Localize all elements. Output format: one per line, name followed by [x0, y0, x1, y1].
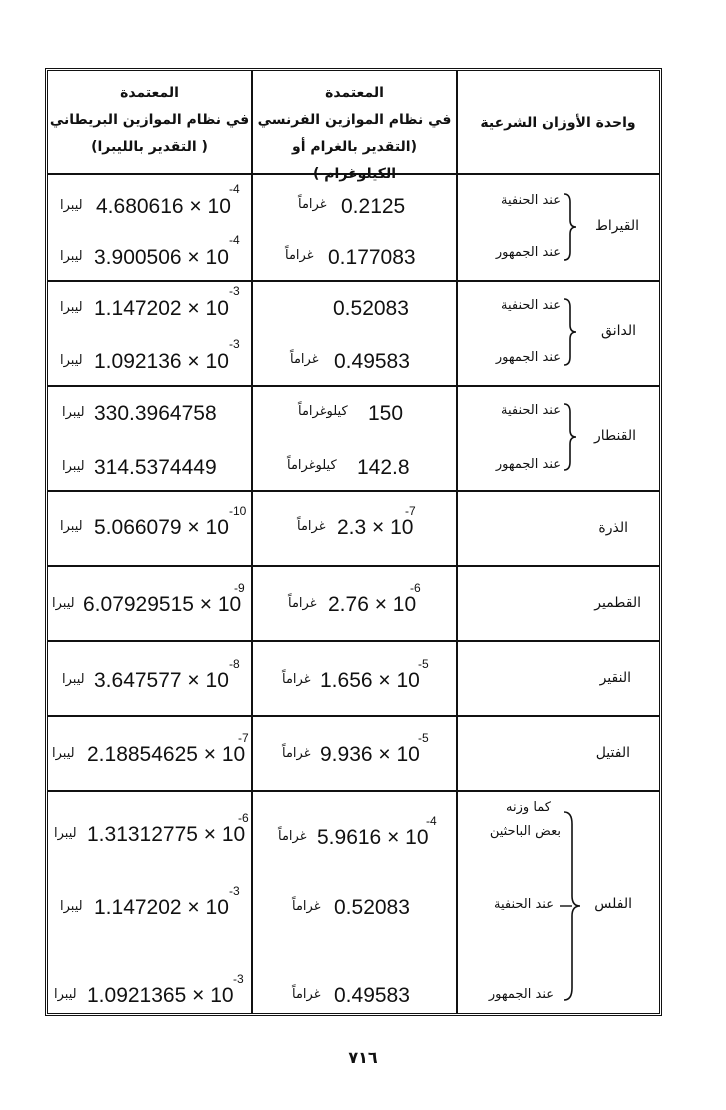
header-french-line-1: المعتمدة: [325, 85, 384, 101]
unit-gram: غراماً: [282, 746, 311, 761]
british-value: 3.900506 × 10: [94, 246, 229, 269]
header-british-line-2: في نظام الموازين البريطاني: [49, 112, 250, 128]
exponent: -7: [405, 504, 416, 518]
exponent: -3: [229, 884, 240, 898]
british-value: 1.0921365 × 10: [87, 984, 234, 1007]
header-british-line-3: ( التقدير بالليبرا): [91, 139, 208, 155]
sub-label-jumhur: عند الجمهور: [488, 987, 554, 1002]
exponent: -4: [426, 814, 437, 828]
page-number: ٧١٦: [348, 1048, 378, 1067]
british-value: 2.18854625 × 10: [87, 743, 246, 766]
french-value: 150: [368, 402, 404, 425]
exponent: -6: [238, 811, 249, 825]
british-value: 5.066079 × 10: [94, 516, 229, 539]
unit-libra: ليبرا: [62, 459, 85, 474]
row-divider: [48, 490, 659, 492]
unit-gram: غراماً: [297, 519, 326, 534]
sub-label-hanafi: عند الحنفية: [501, 403, 561, 418]
brace-icon: [560, 297, 580, 367]
unit-libra: ليبرا: [54, 987, 77, 1002]
row-divider: [48, 715, 659, 717]
header-french-line-2: في نظام الموازين الفرنسي: [257, 112, 452, 128]
unit-libra: ليبرا: [52, 746, 75, 761]
unit-kilogram: كيلوغراماً: [287, 458, 337, 473]
header-units-text: واحدة الأوزان الشرعية: [480, 115, 636, 131]
unit-gram: غراماً: [298, 197, 327, 212]
sub-label-jumhur: عند الجمهور: [495, 350, 561, 365]
british-value: 1.092136 × 10: [94, 350, 229, 373]
sub-label-researchers-2: بعض الباحثين: [489, 824, 561, 839]
unit-libra: ليبرا: [54, 826, 77, 841]
unit-libra: ليبرا: [60, 899, 83, 914]
header-french: [254, 80, 455, 188]
exponent: -5: [418, 731, 429, 745]
unit-name: النقير: [599, 670, 631, 686]
french-value: 0.2125: [341, 195, 406, 218]
row-divider: [48, 385, 659, 387]
unit-name: الفلس: [594, 896, 632, 912]
unit-kilogram: كيلوغراماً: [298, 404, 348, 419]
unit-libra: ليبرا: [62, 672, 85, 687]
unit-libra: ليبرا: [60, 249, 83, 264]
unit-libra: ليبرا: [60, 300, 83, 315]
exponent: -9: [234, 581, 245, 595]
row-divider: [48, 565, 659, 567]
sub-label-jumhur: عند الجمهور: [495, 245, 561, 260]
french-value: 0.49583: [334, 350, 410, 373]
unit-gram: غراماً: [292, 899, 321, 914]
french-value: 2.76 × 10: [328, 593, 417, 616]
brace-icon: [560, 402, 580, 472]
unit-libra: ليبرا: [52, 596, 75, 611]
british-value: 1.31312775 × 10: [87, 823, 246, 846]
unit-libra: ليبرا: [60, 353, 83, 368]
column-divider: [456, 71, 458, 1013]
british-value: 6.07929515 × 10: [83, 593, 242, 616]
british-value: 1.147202 × 10: [94, 896, 229, 919]
french-value: 2.3 × 10: [337, 516, 414, 539]
brace-icon: [560, 192, 580, 262]
unit-gram: غراماً: [292, 987, 321, 1002]
unit-name: الدانق: [601, 323, 636, 339]
exponent: -3: [229, 284, 240, 298]
exponent: -8: [229, 657, 240, 671]
exponent: -10: [229, 504, 247, 518]
sub-label-jumhur: عند الجمهور: [495, 457, 561, 472]
unit-name: الذرة: [598, 520, 628, 536]
exponent: -4: [229, 182, 240, 196]
exponent: -3: [233, 972, 244, 986]
british-value: 314.5374449: [94, 456, 217, 479]
row-divider: [48, 280, 659, 282]
row-divider: [48, 640, 659, 642]
sub-label-researchers-1: كما وزنه: [506, 800, 551, 815]
header-french-line-3: (التقدير بالغرام أو الكيلوغرام ): [292, 139, 417, 182]
exponent: -3: [229, 337, 240, 351]
french-value: 5.9616 × 10: [317, 826, 429, 849]
french-value: 0.177083: [328, 246, 416, 269]
unit-gram: غراماً: [290, 352, 319, 367]
column-divider: [251, 71, 253, 1013]
french-value: 0.49583: [334, 984, 410, 1007]
exponent: -4: [229, 233, 240, 247]
unit-gram: غراماً: [285, 248, 314, 263]
unit-gram: غراماً: [282, 672, 311, 687]
british-value: 1.147202 × 10: [94, 297, 229, 320]
header-british: [49, 80, 250, 161]
exponent: -5: [418, 657, 429, 671]
french-value: 0.52083: [333, 297, 409, 320]
unit-name: الفتيل: [595, 745, 630, 761]
british-value: 3.647577 × 10: [94, 669, 229, 692]
french-value: 0.52083: [334, 896, 410, 919]
british-value: 4.680616 × 10: [96, 195, 231, 218]
sub-label-hanafi: عند الحنفية: [494, 897, 554, 912]
header-units: [458, 110, 658, 137]
unit-gram: غراماً: [288, 596, 317, 611]
sub-label-hanafi: عند الحنفية: [501, 193, 561, 208]
unit-libra: ليبرا: [62, 405, 85, 420]
row-divider: [48, 790, 659, 792]
unit-name: القنطار: [594, 428, 636, 444]
french-value: 142.8: [357, 456, 410, 479]
exponent: -6: [410, 581, 421, 595]
unit-libra: ليبرا: [60, 519, 83, 534]
unit-name: القيراط: [594, 218, 639, 234]
french-value: 1.656 × 10: [320, 669, 420, 692]
french-value: 9.936 × 10: [320, 743, 420, 766]
header-british-line-1: المعتمدة: [120, 85, 179, 101]
unit-libra: ليبرا: [60, 198, 83, 213]
unit-gram: غراماً: [278, 829, 307, 844]
exponent: -7: [238, 731, 249, 745]
unit-name: القطمير: [594, 595, 641, 611]
british-value: 330.3964758: [94, 402, 217, 425]
brace-icon: [560, 808, 586, 1004]
sub-label-hanafi: عند الحنفية: [501, 298, 561, 313]
